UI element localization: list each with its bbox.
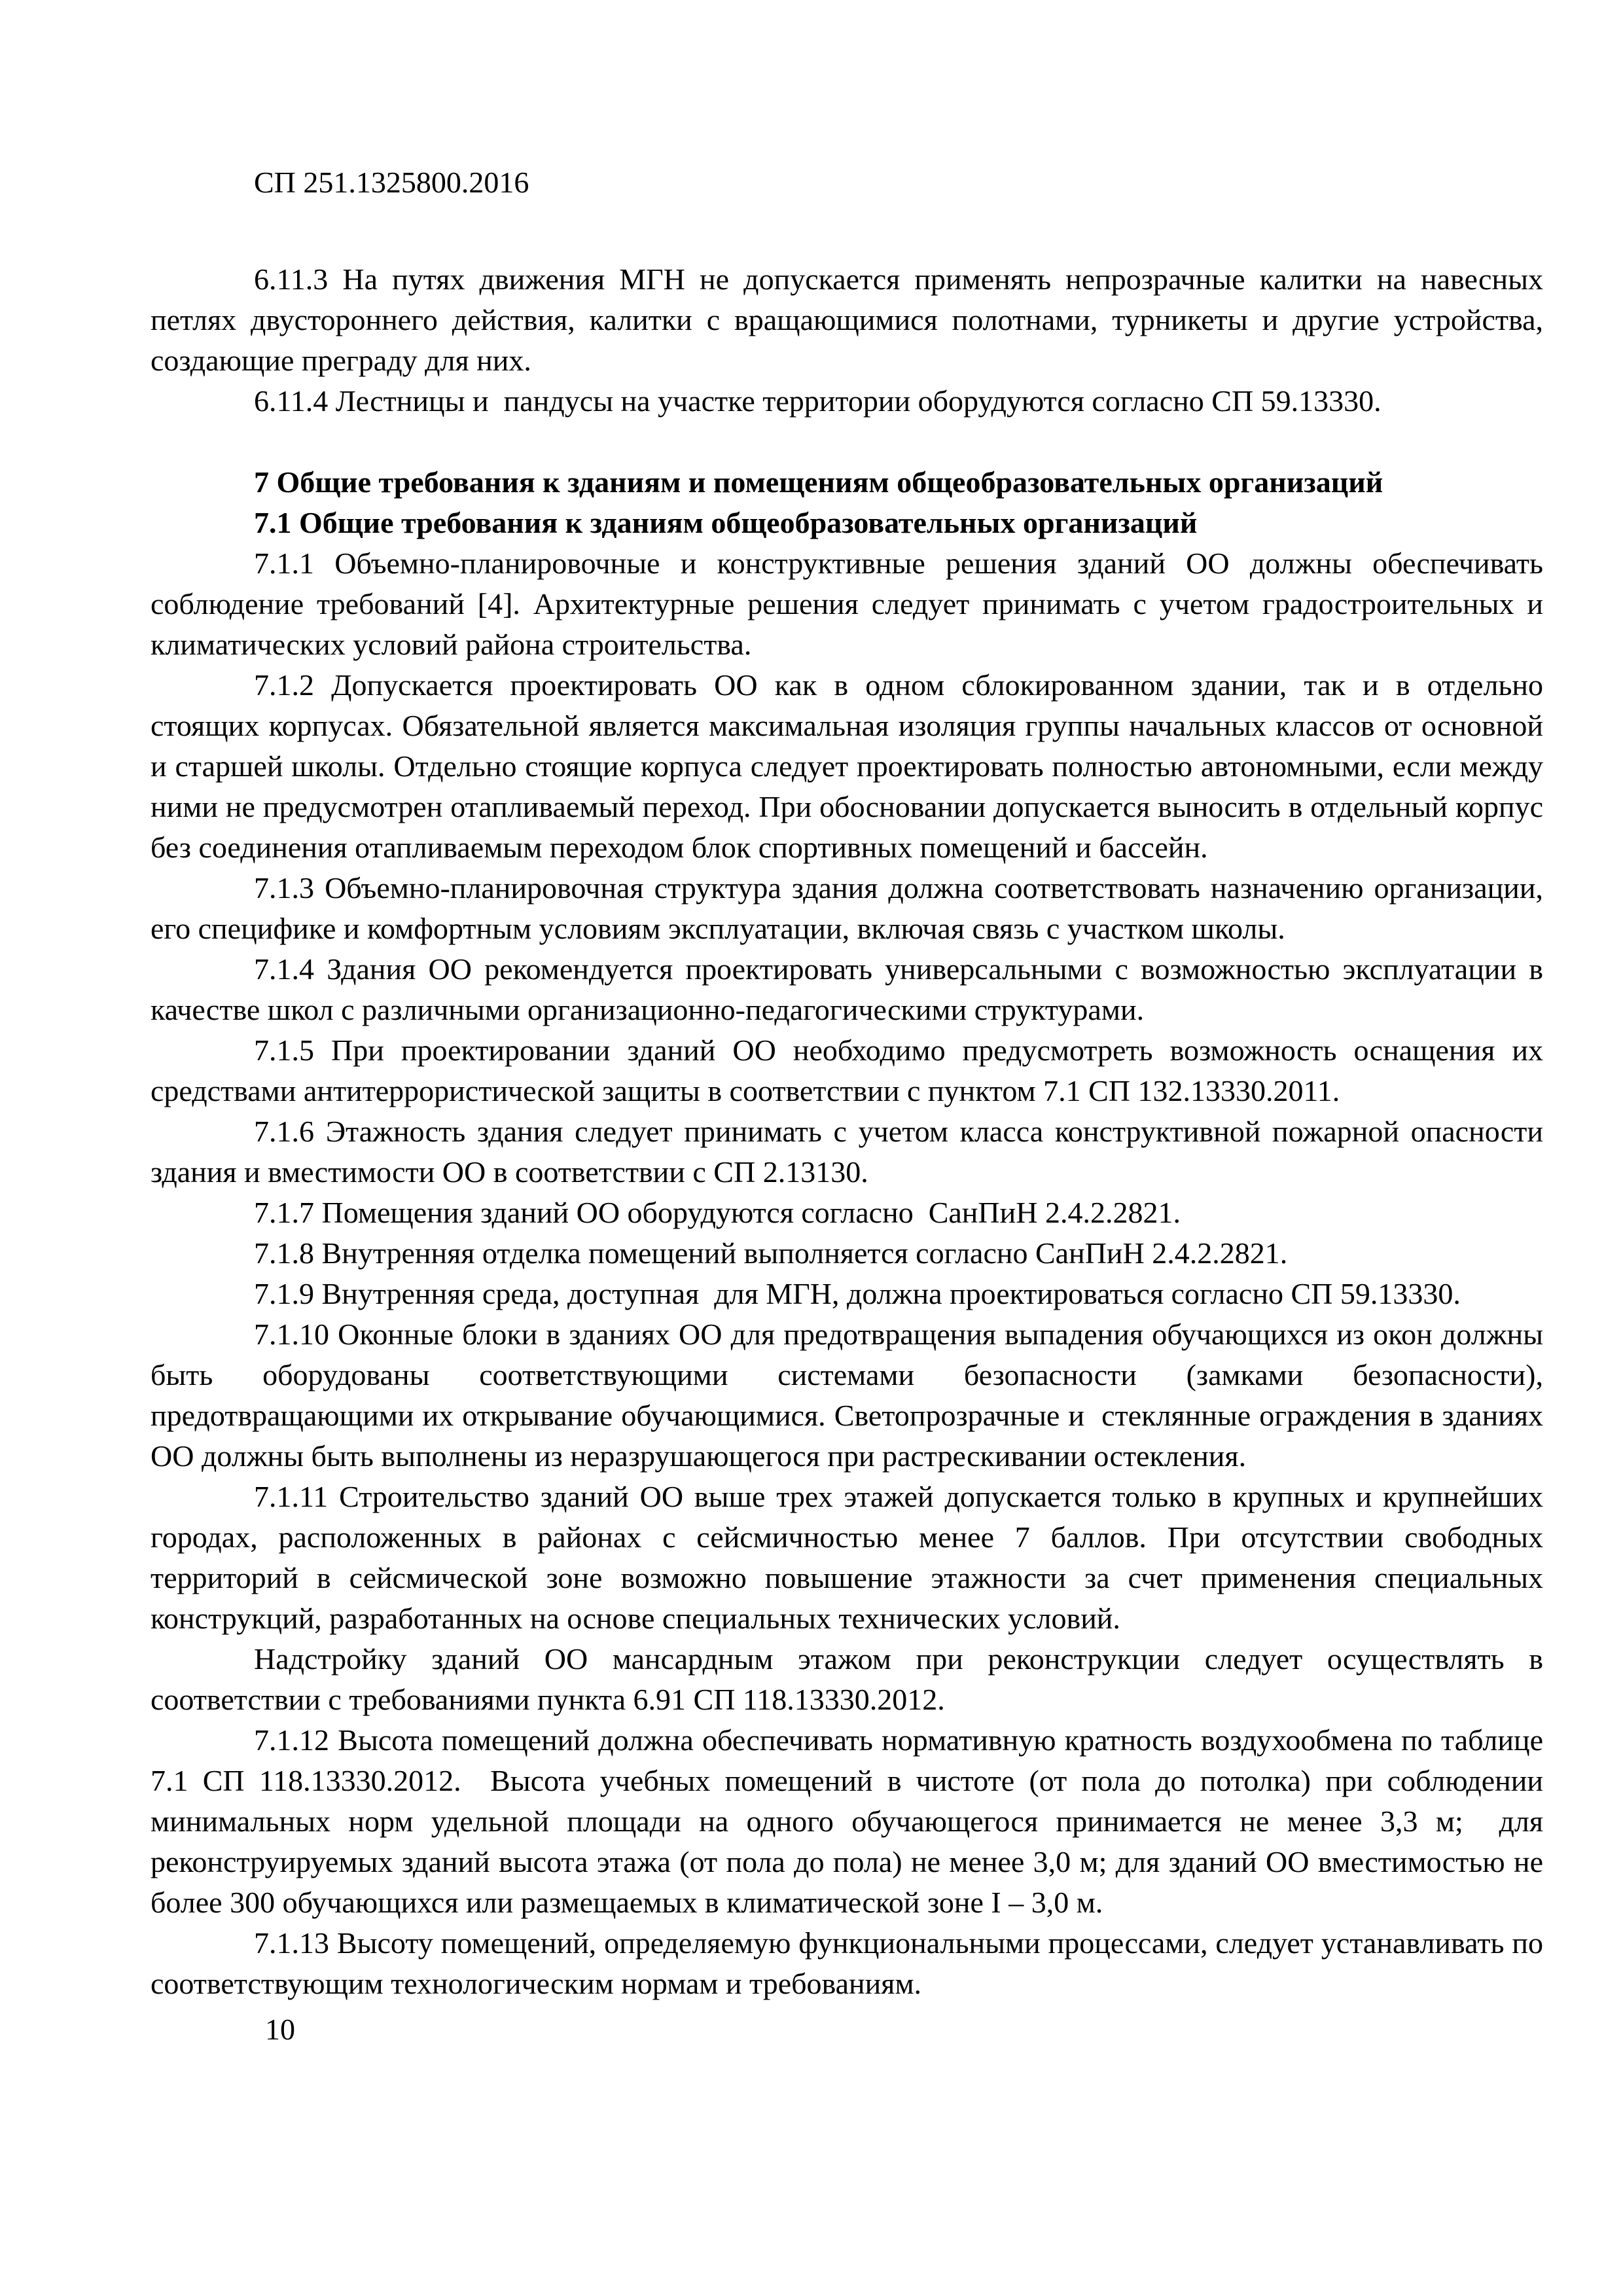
section-heading-7-1: 7.1 Общие требования к зданиям общеобразовательных организаций xyxy=(254,506,1198,539)
paragraph-7-1-9: 7.1.9 Внутренняя среда, доступная для МГН, должна проектироваться согласно СП 59.13330. xyxy=(254,1277,1461,1310)
paragraph-7-1-6: 7.1.6 Этажность здания следует принимать с учетом класса конструктивной пожарной опасности здания и вместимости ОО в соответствии с СП 2.13130. xyxy=(151,1115,1551,1189)
paragraph-7-1-13: 7.1.13 Высоту помещений, определяемую функциональными процессами, следует устанавливать по соответствующим технологическим нормам и требованиям. xyxy=(151,1926,1551,2000)
paragraph-7-1-7: 7.1.7 Помещения зданий ОО оборудуются согласно СанПиН 2.4.2.2821. xyxy=(254,1196,1181,1229)
section-heading-7: 7 Общие требования к зданиям и помещениям общеобразовательных организаций xyxy=(254,465,1383,499)
paragraph-7-1-4: 7.1.4 Здания ОО рекомендуется проектировать универсальными с возможностью эксплуатации в качестве школ с различными организационно-педагогическими структурами. xyxy=(151,952,1551,1026)
paragraph-6-11-4: 6.11.4 Лестницы и пандусы на участке территории оборудуются согласно СП 59.13330. xyxy=(254,384,1382,418)
paragraph-7-1-2: 7.1.2 Допускается проектировать ОО как в одном сблокированном здании, так и в отдельно стоящих корпусах. Обязательной является максимальная изоляция группы начальных классов от основной и старшей школы. Отдельно стоящие корпуса следует проектировать полностью автономными, если между ними не предусмотрен отапливаемый переход. При обосновании допускается выносить в отдельный корпус без соединения отапливаемым переходом блок спортивных помещений и бассейн. xyxy=(151,668,1551,864)
paragraph-7-1-3: 7.1.3 Объемно-планировочная структура здания должна соответствовать назначению организации, его специфике и комфортным условиям эксплуатации, включая связь с участком школы. xyxy=(151,871,1551,945)
paragraph-7-1-1: 7.1.1 Объемно-планировочные и конструктивные решения зданий ОО должны обеспечивать соблюдение требований [4]. Архитектурные решения следует принимать с учетом градостроительных и климатических условий района строительства. xyxy=(151,547,1551,661)
paragraph-7-1-12: 7.1.12 Высота помещений должна обеспечивать нормативную кратность воздухообмена по таблице 7.1 СП 118.13330.2012. Высота учебных помещений в чистоте (от пола до потолка) при соблюдении минимальных норм удельной площади на одного обучающегося принимается не менее 3,3 м; для реконструируемых зданий высота этажа (от пола до пола) не менее 3,0 м; для зданий ОО вместимостью не более 300 обучающихся или размещаемых в климатической зоне I – 3,0 м. xyxy=(151,1723,1551,1919)
paragraph-6-11-3: 6.11.3 На путях движения МГН не допускается применять непрозрачные калитки на навесных петлях двустороннего действия, калитки с вращающимися полотнами, турникеты и другие устройства, создающие преграду для них. xyxy=(151,262,1551,377)
document-code: СП 251.1325800.2016 xyxy=(254,166,529,199)
page-number: 10 xyxy=(265,2013,295,2046)
paragraph-7-1-10: 7.1.10 Оконные блоки в зданиях ОО для предотвращения выпадения обучающихся из окон должны быть оборудованы соответствующими системами безопасности (замками безопасности), предотвращающими их открывание обучающимися. Светопрозрачные и стеклянные ограждения в зданиях ОО должны быть выполнены из неразрушающегося при растрескивании остекления. xyxy=(151,1318,1551,1473)
paragraph-7-1-8: 7.1.8 Внутренняя отделка помещений выполняется согласно СанПиН 2.4.2.2821. xyxy=(254,1236,1288,1270)
paragraph-7-1-5: 7.1.5 При проектировании зданий ОО необходимо предусмотреть возможность оснащения их средствами антитеррористической защиты в соответствии с пунктом 7.1 СП 132.13330.2011. xyxy=(151,1033,1551,1107)
paragraph-7-1-11: 7.1.11 Строительство зданий ОО выше трех этажей допускается только в крупных и крупнейших городах, расположенных в районах с сейсмичностью менее 7 баллов. При отсутствии свободных территорий в сейсмической зоне возможно повышение этажности за счет применения специальных конструкций, разработанных на основе специальных технических условий. xyxy=(151,1480,1551,1635)
paragraph-7-1-11-continuation: Надстройку зданий ОО мансардным этажом при реконструкции следует осуществлять в соответствии с требованиями пункта 6.91 СП 118.13330.2012. xyxy=(151,1642,1551,1716)
